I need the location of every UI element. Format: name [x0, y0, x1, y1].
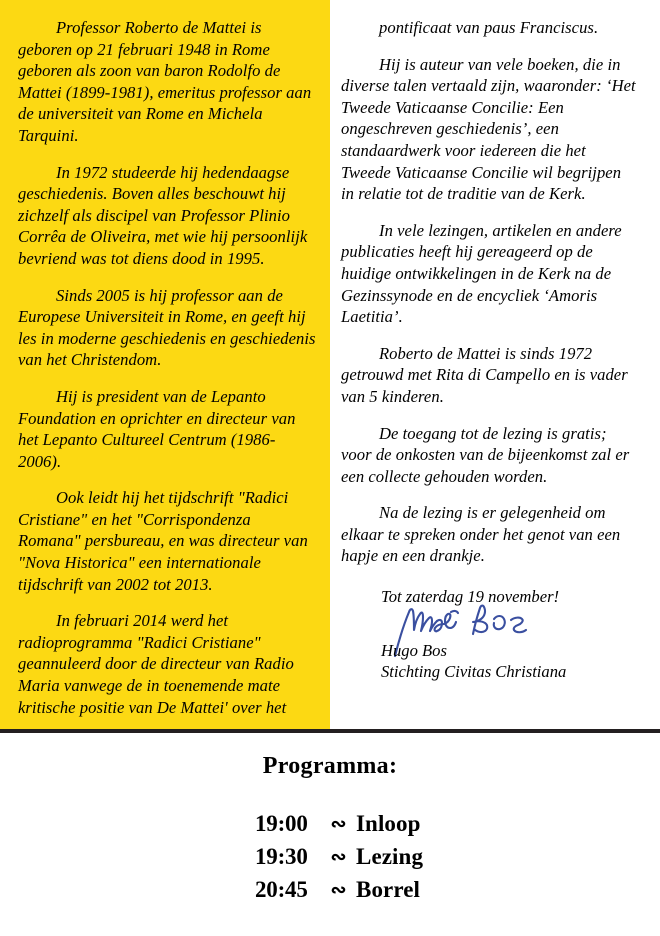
paragraph: Hij is auteur van vele boeken, die in diverse talen vertaald zijn, waaronder: ‘Het Tweede Vaticaanse Concilie: Een ongeschreven geschiedenis’, een standaardwerk voor iedereen die het Tweede Vaticaanse Concilie wil begrijpen in relatie tot de traditie van de Kerk. — [341, 54, 636, 204]
programme-title: Programma: — [262, 753, 398, 779]
biography-right-column — [330, 0, 660, 729]
programme-row — [0, 874, 660, 907]
paragraph: Roberto de Mattei is sinds 1972 getrouwd met Rita di Campello en is vader van 5 kinderen. — [341, 343, 628, 406]
programme-section — [0, 733, 660, 936]
paragraph: Sinds 2005 is hij professor aan de Europese Universiteit in Rome, en geeft hij les in moderne geschiedenis en geschiedenis van het Christendom. — [18, 285, 316, 370]
programme-time: 19:00 — [255, 811, 308, 836]
paragraph: Na de lezing is er gelegenheid om elkaar te spreken onder het genot van een hapje en een drankje. — [341, 503, 621, 566]
programme-time: 20:45 — [255, 877, 308, 902]
programme-label: Inloop — [356, 811, 421, 836]
programme-label: Borrel — [356, 877, 421, 902]
programme-list — [0, 808, 660, 907]
paragraph: pontificaat van paus Franciscus. — [379, 18, 599, 37]
programme-row — [0, 841, 660, 874]
paragraph: Professor Roberto de Mattei is geboren op 21 februari 1948 in Rome geboren als zoon van baron Rodolfo de Mattei (1899-1981), emeritus professor aan de universiteit van Rome en Michela Tarquini. — [18, 18, 312, 145]
paragraph: In 1972 studeerde hij hedendaagse geschiedenis. Boven alles beschouwt hij zichzelf als discipel van Professor Plinio Corrêa de Oliveira, met wie hij persoonlijk bevriend was tot diens dood in 1995. — [18, 162, 308, 268]
paragraph: Ook leidt hij het tijdschrift "Radici Cristiane" en het "Corrispondenza Romana" persbureau, en was directeur van "Nova Historica" een internationale tijdschrift van 2002 tot 2013. — [18, 488, 308, 594]
paragraph: Hij is president van de Lepanto Foundation en oprichter en directeur van het Lepanto Cultureel Centrum (1986-2006). — [18, 386, 296, 471]
handwritten-signature — [381, 606, 638, 640]
swash-ornament-icon: ∾ — [330, 847, 347, 868]
signoff-name: Hugo Bos — [381, 640, 447, 660]
biography-left-column — [0, 0, 330, 729]
swash-ornament-icon: ∾ — [330, 880, 347, 901]
programme-label: Lezing — [356, 844, 424, 869]
signoff-block — [341, 586, 638, 682]
programme-time: 19:30 — [255, 844, 308, 869]
programme-row — [0, 808, 660, 841]
swash-ornament-icon: ∾ — [330, 814, 347, 835]
signoff-organisation: Stichting Civitas Christiana — [381, 661, 567, 681]
paragraph: De toegang tot de lezing is gratis; voor de onkosten van de bijeenkomst zal er een collecte gehouden worden. — [341, 423, 630, 486]
paragraph: In vele lezingen, artikelen en andere publicaties heeft hij gereageerd op de huidige ontwikkelingen in de Kerk na de Gezinssynode en de encycliek ‘Amoris Laetitia’. — [341, 220, 622, 327]
signoff-greeting: Tot zaterdag 19 november! — [381, 587, 560, 607]
paragraph: In februari 2014 werd het radioprogramma "Radici Cristiane" geannuleerd door de directeur van Radio Maria vanwege de in toenemende mate kritische positie van De Mattei' over het — [18, 611, 294, 717]
